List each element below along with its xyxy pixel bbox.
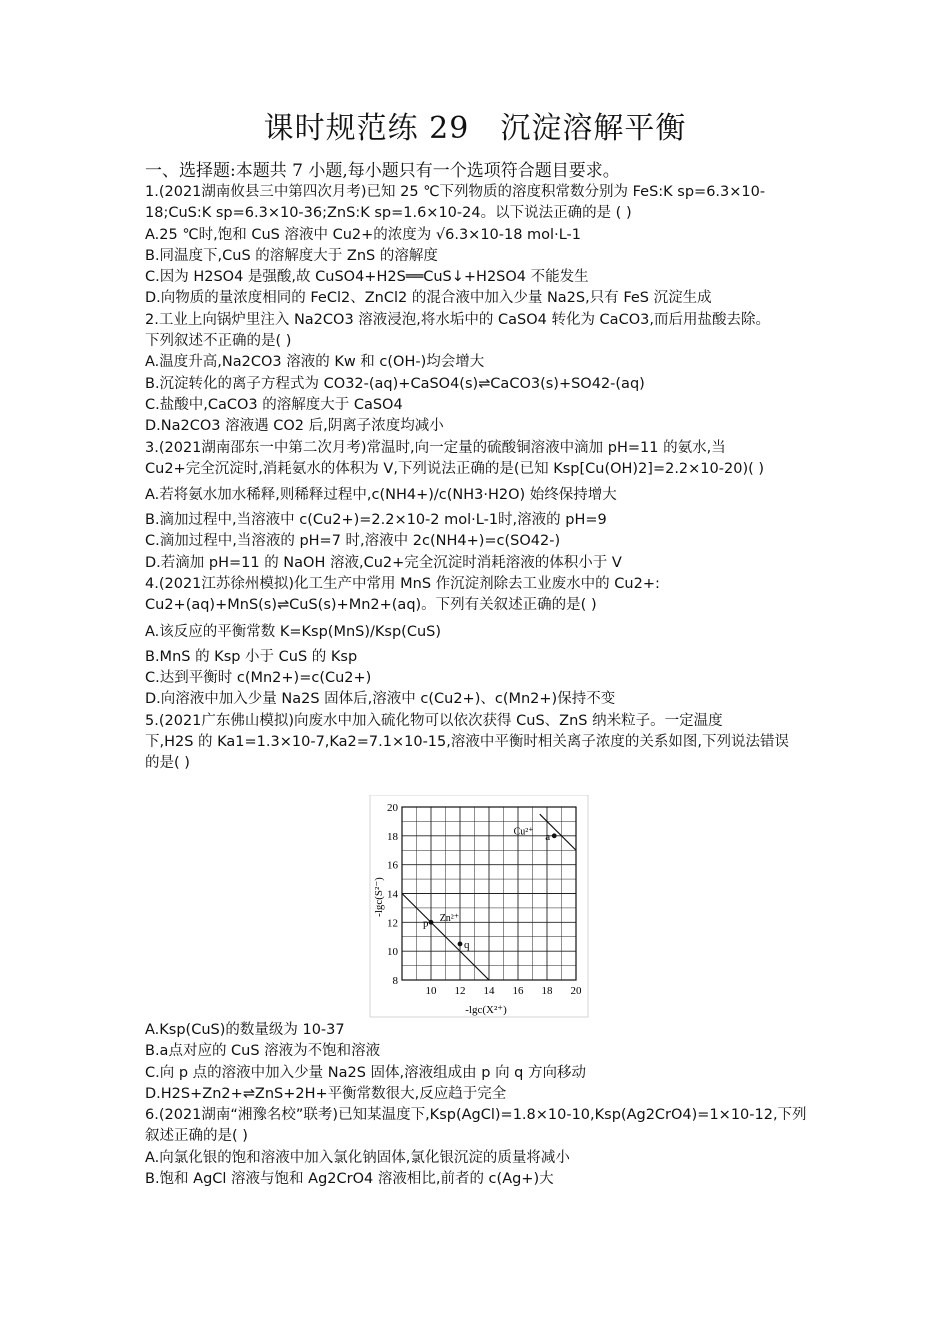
x-tick-label: 14	[483, 985, 495, 997]
q4-option-d: D.向溶液中加入少量 Na2S 固体后,溶液中 c(Cu2+)、c(Mn2+)保持不变	[145, 691, 616, 708]
question-list	[145, 182, 845, 774]
section-heading: 一、选择题:本题共 7 小题,每小题只有一个选项符合题目要求。	[145, 161, 620, 181]
q3-option-c: C.滴加过程中,当溶液的 pH=7 时,溶液中 2c(NH4+)=c(SO42-)	[145, 533, 561, 550]
q1-option-a: A.25 ℃时,饱和 CuS 溶液中 Cu2+的浓度为 √6.3×10-18 mol·L-1	[145, 226, 581, 243]
series-label-cu: Cu²⁺	[513, 826, 534, 838]
y-tick-label: 10	[387, 946, 398, 959]
question-list-continued	[145, 1020, 845, 1190]
page-title: 课时规范练 29 沉淀溶解平衡	[263, 111, 687, 146]
q1-option-d: D.向物质的量浓度相同的 FeCl2、ZnCl2 的混合液中加入少量 Na2S,只有 FeS 沉淀生成	[145, 290, 712, 307]
q6-option-b: B.饱和 AgCl 溶液与饱和 Ag2CrO4 溶液相比,前者的 c(Ag+)大	[145, 1171, 554, 1188]
q2-stem-line-1: 2.工业上向锅炉里注入 Na2CO3 溶液浸泡,将水垢中的 CaSO4 转化为 CaCO3,而后用盐酸去除。	[145, 311, 770, 328]
q2-option-a: A.温度升高,Na2CO3 溶液的 Kw 和 c(OH-)均会增大	[145, 354, 485, 371]
point-label: p	[423, 917, 429, 930]
q6-stem-line-1: 6.(2021湖南“湘豫名校”联考)已知某温度下,Ksp(AgCl)=1.8×10-10,Ksp(Ag2CrO4)=1×10-12,下列	[145, 1107, 807, 1124]
y-tick-label: 14	[387, 888, 398, 901]
y-axis-label: -lgc(S²⁻)	[373, 877, 385, 917]
q5-stem-line-1: 5.(2021广东佛山模拟)向废水中加入硫化物可以依次获得 CuS、ZnS 纳米粒子。一定温度	[145, 712, 723, 729]
q4-option-c: C.达到平衡时 c(Mn2+)=c(Cu2+)	[145, 669, 372, 686]
q2-stem-line-2: 下列叙述不正确的是( )	[145, 333, 292, 350]
x-tick-label: 10	[425, 985, 437, 997]
data-point	[429, 920, 434, 925]
y-tick-label: 12	[387, 917, 398, 930]
x-axis-label: -lgc(X²⁺)	[465, 1004, 507, 1016]
q3-option-a: A.若将氨水加水稀释,则稀释过程中,c(NH4+)/c(NH3·H2O) 始终保持增大	[145, 487, 617, 504]
point-label: q	[464, 938, 470, 951]
q6-stem-line-2: 叙述正确的是( )	[145, 1128, 248, 1145]
y-tick-label: 20	[387, 802, 398, 814]
q3-stem-line-1: 3.(2021湖南邵东一中第二次月考)常温时,向一定量的硫酸铜溶液中滴加 pH=11 的氨水,当	[145, 439, 726, 456]
q2-option-d: D.Na2CO3 溶液遇 CO2 后,阴离子浓度均减小	[145, 418, 444, 435]
data-point	[458, 942, 463, 947]
series-label-zn: Zn²⁺	[439, 912, 460, 924]
q5-option-d: D.H2S+Zn2+⇌ZnS+2H+平衡常数很大,反应趋于完全	[145, 1085, 507, 1102]
q3-option-b: B.滴加过程中,当溶液中 c(Cu2+)=2.2×10-2 mol·L-1时,溶液的 pH=9	[145, 512, 607, 529]
x-tick-label: 12	[454, 985, 466, 997]
point-label: a	[545, 830, 551, 843]
solubility-chart	[362, 795, 594, 1020]
q5-stem-line-3: 的是( )	[145, 755, 190, 772]
q1-stem-line-2: 18;CuS:K sp=6.3×10-36;ZnS:K sp=1.6×10-24。以下说法正确的是 ( )	[145, 205, 632, 222]
q3-stem-line-2: Cu2+完全沉淀时,消耗氨水的体积为 V,下列说法正确的是(已知 Ksp[Cu(OH)2]=2.2×10-20)( )	[145, 460, 765, 477]
q6-option-a: A.向氯化银的饱和溶液中加入氯化钠固体,氯化银沉淀的质量将减小	[145, 1149, 570, 1166]
x-tick-label: 20	[570, 985, 582, 997]
y-tick-label: 16	[387, 859, 398, 872]
y-tick-label: 8	[392, 975, 398, 987]
q2-option-b: B.沉淀转化的离子方程式为 CO32-(aq)+CaSO4(s)⇌CaCO3(s)+SO42-(aq)	[145, 375, 645, 392]
q4-option-b: B.MnS 的 Ksp 小于 CuS 的 Ksp	[145, 648, 358, 665]
data-point	[552, 833, 557, 838]
q1-option-c: C.因为 H2SO4 是强酸,故 CuSO4+H2S══CuS↓+H2SO4 不能发生	[145, 269, 589, 286]
q5-stem-line-2: 下,H2S 的 Ka1=1.3×10-7,Ka2=7.1×10-15,溶液中平衡时相关离子浓度的关系如图,下列说法错误	[145, 733, 789, 750]
q5-option-a: A.Ksp(CuS)的数量级为 10-37	[145, 1022, 345, 1038]
q5-option-b: B.a点对应的 CuS 溶液为不饱和溶液	[145, 1043, 381, 1060]
q4-stem-line-2: Cu2+(aq)+MnS(s)⇌CuS(s)+Mn2+(aq)。下列有关叙述正确的是( )	[145, 597, 597, 614]
y-tick-label: 18	[387, 830, 398, 843]
x-tick-label: 16	[512, 985, 524, 997]
q1-stem-line-1: 1.(2021湖南攸县三中第四次月考)已知 25 ℃下列物质的溶度积常数分别为 FeS:K sp=6.3×10-	[145, 184, 766, 200]
q1-option-b: B.同温度下,CuS 的溶解度大于 ZnS 的溶解度	[145, 247, 438, 264]
q5-option-c: C.向 p 点的溶液中加入少量 Na2S 固体,溶液组成由 p 向 q 方向移动	[145, 1064, 586, 1081]
q3-option-d: D.若滴加 pH=11 的 NaOH 溶液,Cu2+完全沉淀时消耗溶液的体积小于 V	[145, 554, 622, 571]
q2-option-c: C.盐酸中,CaCO3 的溶解度大于 CaSO4	[145, 396, 403, 413]
x-tick-label: 18	[541, 985, 553, 997]
q4-stem-line-1: 4.(2021江苏徐州模拟)化工生产中常用 MnS 作沉淀剂除去工业废水中的 Cu2+:	[145, 576, 660, 593]
q4-option-a: A.该反应的平衡常数 K=Ksp(MnS)/Ksp(CuS)	[145, 623, 442, 640]
